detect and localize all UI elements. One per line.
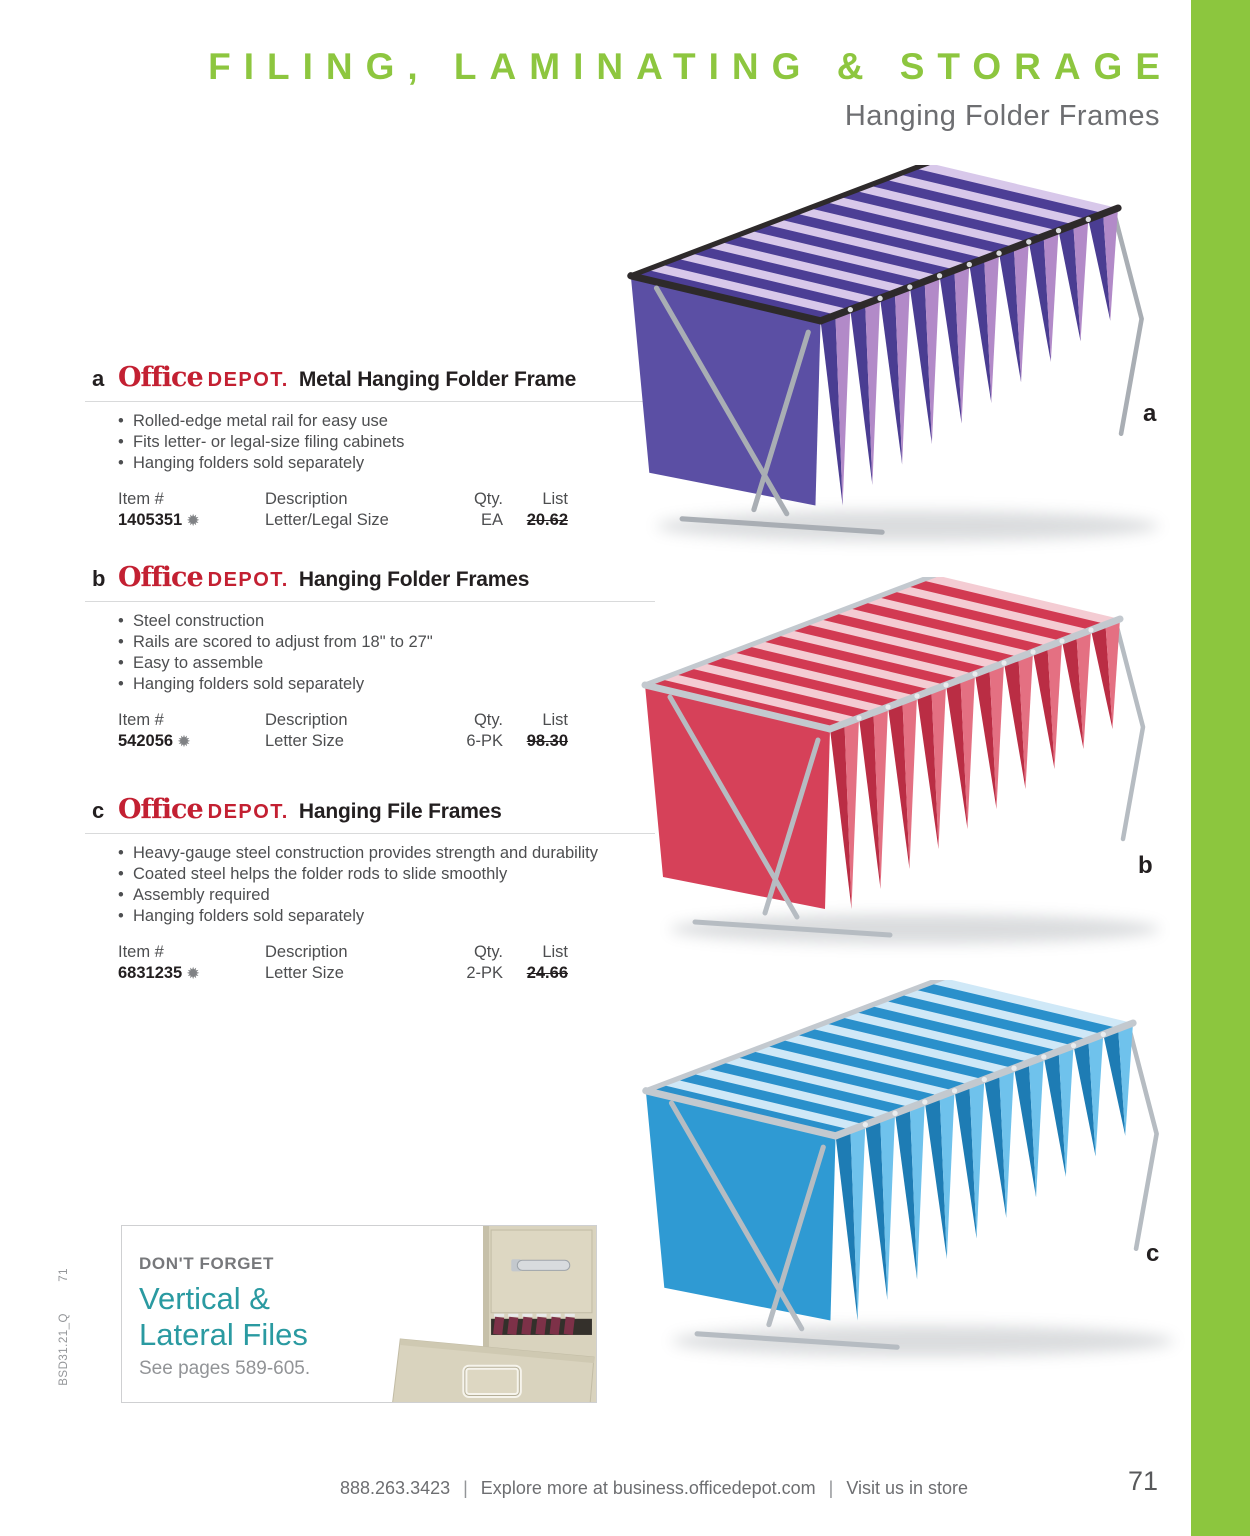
sidebar-catalog-code: BSD31.21_Q <box>58 1313 70 1386</box>
bullet-item <box>118 432 655 453</box>
callout-text <box>139 1254 310 1380</box>
col-header-qty: Qty. <box>473 943 503 961</box>
bullet-icon: • <box>118 654 124 672</box>
callout-eyebrow: DON'T FORGET <box>139 1254 274 1273</box>
bullet-icon: • <box>118 633 124 651</box>
starburst-icon: ✹ <box>187 512 199 528</box>
item-number <box>118 731 265 752</box>
footer-separator: | <box>463 1478 468 1498</box>
product-name: Hanging File Frames <box>298 800 502 823</box>
file-cabinet-photo <box>364 1226 596 1402</box>
col-header-item: Item # <box>118 943 164 961</box>
callout-title-line1: Vertical & <box>139 1281 270 1316</box>
product-header <box>85 362 655 402</box>
item-qty: 6-PK <box>466 732 503 750</box>
office-depot-logo <box>118 362 289 393</box>
item-list-price: 24.66 <box>526 964 568 982</box>
bullet-item <box>118 674 655 695</box>
product-photo-purple-hanging-folder-frame <box>610 165 1185 565</box>
product-header <box>85 562 655 602</box>
logo-word-office: Office <box>118 562 203 593</box>
item-list-price: 98.30 <box>526 732 568 750</box>
footer-visit-text: Visit us in store <box>846 1478 969 1498</box>
footer-explore-text: Explore more at business.officedepot.com <box>480 1478 816 1498</box>
bullet-text: Rolled-edge metal rail for easy use <box>133 412 388 430</box>
logo-word-office: Office <box>118 362 203 393</box>
sidebar-page-number: 71 <box>58 1268 70 1282</box>
bullet-text: Hanging folders sold separately <box>133 454 365 472</box>
bullet-text: Assembly required <box>133 886 270 904</box>
item-qty: 2-PK <box>466 964 503 982</box>
product-section-a <box>85 362 655 531</box>
starburst-icon: ✹ <box>178 733 190 749</box>
col-header-description: Description <box>265 490 348 508</box>
product-section-c <box>85 794 655 984</box>
product-bullets <box>118 843 655 927</box>
bullet-text: Fits letter- or legal-size filing cabinets <box>133 433 405 451</box>
footer-phone: 888.263.3423 <box>340 1478 451 1498</box>
col-header-item: Item # <box>118 711 164 729</box>
col-header-description: Description <box>265 943 348 961</box>
logo-word-depot: DEPOT. <box>207 801 289 823</box>
dont-forget-callout <box>121 1225 597 1403</box>
table-header-row <box>118 710 655 731</box>
table-row <box>118 963 655 984</box>
table-header-row <box>118 942 655 963</box>
bullet-text: Coated steel helps the folder rods to slide smoothly <box>133 865 508 883</box>
bullet-icon: • <box>118 454 124 472</box>
bullet-item <box>118 611 655 632</box>
bullet-item <box>118 864 655 885</box>
bullet-icon: • <box>118 844 124 862</box>
bullet-icon: • <box>118 886 124 904</box>
col-header-qty: Qty. <box>473 490 503 508</box>
col-header-qty: Qty. <box>473 711 503 729</box>
bullet-icon: • <box>118 412 124 430</box>
section-subtitle: Hanging Folder Frames <box>844 100 1160 132</box>
logo-word-office: Office <box>118 794 203 825</box>
item-list-price: 20.62 <box>526 511 568 529</box>
product-name: Metal Hanging Folder Frame <box>298 368 577 391</box>
callout-title-line2: Lateral Files <box>139 1317 308 1352</box>
bullet-item <box>118 906 655 927</box>
col-header-item: Item # <box>118 490 164 508</box>
bullet-icon: • <box>118 433 124 451</box>
col-header-list: List <box>542 490 568 508</box>
product-name: Hanging Folder Frames <box>298 568 530 591</box>
footer-contact-line <box>340 1478 968 1499</box>
page-header <box>208 46 1173 133</box>
item-description: Letter/Legal Size <box>265 511 389 529</box>
item-number-value: 6831235 <box>118 964 183 982</box>
item-number-value: 542056 <box>118 732 174 750</box>
product-bullets <box>118 411 655 474</box>
category-title: FILING, LAMINATING & STORAGE <box>208 46 1173 87</box>
bullet-item <box>118 632 655 653</box>
callout-page-reference: See pages 589-605. <box>139 1358 311 1379</box>
starburst-icon: ✹ <box>187 965 199 981</box>
table-row <box>118 731 655 752</box>
bullet-text: Steel construction <box>133 612 265 630</box>
product-photo-blue-hanging-file-frames <box>625 980 1200 1380</box>
item-description: Letter Size <box>265 732 344 750</box>
col-header-list: List <box>542 943 568 961</box>
item-qty: EA <box>480 511 503 529</box>
photo-letter-label-a: a <box>1143 400 1157 427</box>
office-depot-logo <box>118 794 289 825</box>
bullet-icon: • <box>118 907 124 925</box>
product-section-b <box>85 562 655 752</box>
bullet-text: Heavy-gauge steel construction provides strength and durability <box>133 844 599 862</box>
product-header <box>85 794 655 834</box>
logo-word-depot: DEPOT. <box>207 369 289 391</box>
product-bullets <box>118 611 655 695</box>
logo-word-depot: DEPOT. <box>207 569 289 591</box>
page-number: 71 <box>1127 1466 1158 1496</box>
bullet-item <box>118 411 655 432</box>
bullet-icon: • <box>118 612 124 630</box>
col-header-list: List <box>542 711 568 729</box>
bullet-text: Easy to assemble <box>133 654 264 672</box>
office-depot-logo <box>118 562 289 593</box>
table-header-row <box>118 489 655 510</box>
bullet-icon: • <box>118 865 124 883</box>
callout-title <box>139 1281 310 1353</box>
product-letter-label: c <box>92 798 105 823</box>
bullet-item <box>118 653 655 674</box>
photo-letter-label-c: c <box>1146 1240 1160 1267</box>
item-number-value: 1405351 <box>118 511 183 529</box>
bullet-text: Rails are scored to adjust from 18" to 27" <box>133 633 433 651</box>
product-photo-red-hanging-folder-frames <box>625 572 1185 972</box>
bullet-item <box>118 885 655 906</box>
item-number <box>118 510 265 531</box>
item-table <box>118 489 655 531</box>
bullet-item <box>118 453 655 474</box>
product-letter-label: b <box>92 566 106 591</box>
photo-letter-label-b: b <box>1138 852 1153 879</box>
bullet-text: Hanging folders sold separately <box>133 675 365 693</box>
item-number <box>118 963 265 984</box>
item-table <box>118 942 655 984</box>
bullet-text: Hanging folders sold separately <box>133 907 365 925</box>
table-row <box>118 510 655 531</box>
item-description: Letter Size <box>265 964 344 982</box>
bullet-item <box>118 843 655 864</box>
item-table <box>118 710 655 752</box>
col-header-description: Description <box>265 711 348 729</box>
bullet-icon: • <box>118 675 124 693</box>
footer-separator: | <box>828 1478 834 1498</box>
product-letter-label: a <box>92 366 105 391</box>
